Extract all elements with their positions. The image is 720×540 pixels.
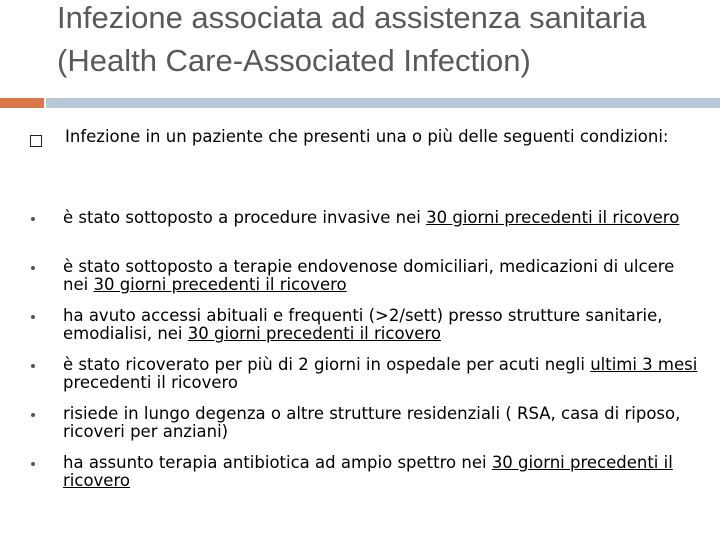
list-item-text: è stato sottoposto a procedure invasive nei 30 giorni precedenti il ricovero [63,208,680,227]
list-item-text: è stato sottoposto a terapie endovenose domiciliari, medicazioni di ulcere nei 30 giorni precedenti il ricovero [63,257,675,294]
slide-title: Infezione associata ad assistenza sanitaria (Health Care-Associated Infection) [57,0,647,78]
checkbox-bullet-icon [30,135,42,147]
list-item [30,209,700,258]
list-item-text: risiede in lungo degenza o altre strutture residenziali ( RSA, casa di riposo, ricoveri per anziani) [63,404,681,441]
list-item-text: ha avuto accessi abituali e frequenti (>2/sett) presso strutture sanitarie, emodialisi, nei 30 giorni precedenti il ricovero [63,306,663,343]
list-item-text: ha assunto terapia antibiotica ad ampio spettro nei 30 giorni precedenti il ricovero [63,453,673,490]
list-item [30,307,700,356]
title-accent-bar-blue [46,98,720,108]
bullet-dot-icon [31,462,35,466]
list-item [30,454,700,503]
bullet-dot-icon [31,217,35,221]
bullet-dot-icon [31,315,35,319]
condition-list [30,209,700,503]
list-item [30,258,700,307]
bullet-dot-icon [31,266,35,270]
bullet-dot-icon [31,364,35,368]
bullet-dot-icon [31,413,35,417]
list-item [30,405,700,454]
intro-item [30,128,690,147]
list-item [30,356,700,405]
intro-text: Infezione in un paziente che presenti una o più delle seguenti condizioni: [65,127,669,146]
list-item-text: è stato ricoverato per più di 2 giorni in ospedale per acuti negli ultimi 3 mesi precedenti il ricovero [63,355,698,392]
title-accent-bar-orange [0,98,44,108]
